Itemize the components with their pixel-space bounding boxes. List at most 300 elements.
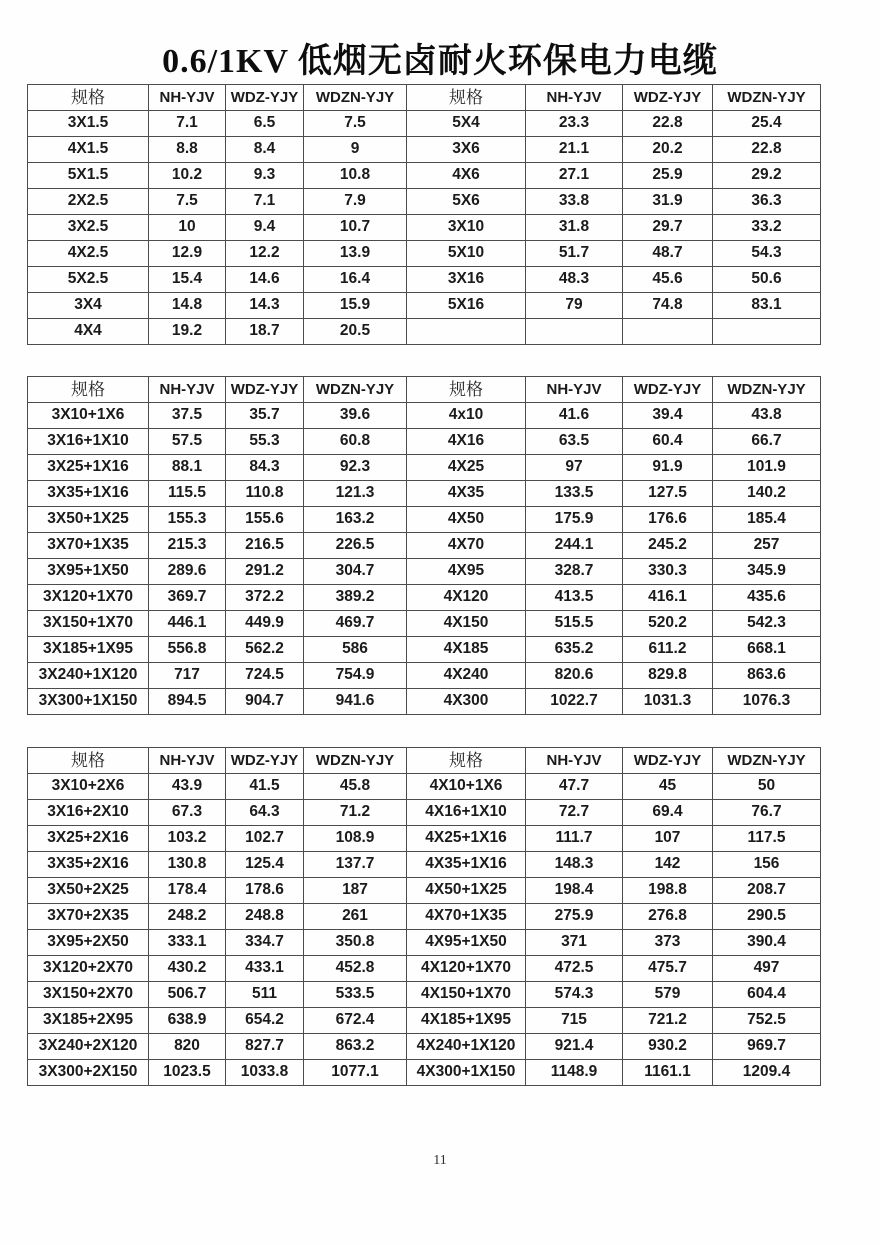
weight-value-cell: 1022.7 — [526, 689, 623, 715]
weight-value-cell: 668.1 — [713, 637, 821, 663]
spec-cell: 5X4 — [407, 111, 526, 137]
weight-value-cell: 533.5 — [304, 982, 407, 1008]
weight-value-cell: 27.1 — [526, 163, 623, 189]
weight-value-cell — [623, 319, 713, 345]
spec-table-3plus2-core — [27, 747, 821, 1086]
column-header: WDZ-YJY — [226, 748, 304, 774]
table-row — [28, 507, 821, 533]
weight-value-cell: 55.3 — [226, 429, 304, 455]
spec-cell: 4X300 — [407, 689, 526, 715]
spec-cell: 3X2.5 — [28, 215, 149, 241]
weight-value-cell: 155.6 — [226, 507, 304, 533]
weight-value-cell: 921.4 — [526, 1034, 623, 1060]
spec-cell: 4X25+1X16 — [407, 826, 526, 852]
weight-value-cell: 12.9 — [149, 241, 226, 267]
column-header: WDZN-YJY — [304, 377, 407, 403]
weight-value-cell: 863.6 — [713, 663, 821, 689]
weight-value-cell: 84.3 — [226, 455, 304, 481]
weight-value-cell: 511 — [226, 982, 304, 1008]
weight-value-cell: 328.7 — [526, 559, 623, 585]
weight-value-cell: 35.7 — [226, 403, 304, 429]
weight-value-cell: 92.3 — [304, 455, 407, 481]
weight-value-cell: 369.7 — [149, 585, 226, 611]
spec-cell: 3X10+2X6 — [28, 774, 149, 800]
weight-value-cell: 430.2 — [149, 956, 226, 982]
spec-cell: 3X95+1X50 — [28, 559, 149, 585]
weight-value-cell: 941.6 — [304, 689, 407, 715]
table-row — [28, 189, 821, 215]
weight-value-cell: 7.5 — [149, 189, 226, 215]
weight-value-cell: 54.3 — [713, 241, 821, 267]
spec-cell: 3X95+2X50 — [28, 930, 149, 956]
weight-value-cell: 245.2 — [623, 533, 713, 559]
weight-value-cell: 574.3 — [526, 982, 623, 1008]
weight-value-cell: 148.3 — [526, 852, 623, 878]
weight-value-cell: 25.9 — [623, 163, 713, 189]
weight-value-cell: 45.8 — [304, 774, 407, 800]
spec-cell: 3X16+1X10 — [28, 429, 149, 455]
weight-value-cell: 121.3 — [304, 481, 407, 507]
weight-value-cell: 36.3 — [713, 189, 821, 215]
header-row — [28, 377, 821, 403]
table-row — [28, 215, 821, 241]
column-header: 规格 — [28, 85, 149, 111]
page-title: 0.6/1KV 低烟无卤耐火环保电力电缆 — [162, 43, 718, 80]
spec-table-3plus1-core — [27, 376, 821, 715]
weight-value-cell: 1031.3 — [623, 689, 713, 715]
spec-cell: 3X10 — [407, 215, 526, 241]
weight-value-cell: 215.3 — [149, 533, 226, 559]
weight-value-cell: 1148.9 — [526, 1060, 623, 1086]
table-row — [28, 611, 821, 637]
weight-value-cell: 257 — [713, 533, 821, 559]
spec-cell: 4X16 — [407, 429, 526, 455]
weight-value-cell: 389.2 — [304, 585, 407, 611]
weight-value-cell: 433.1 — [226, 956, 304, 982]
weight-value-cell: 48.3 — [526, 267, 623, 293]
spec-cell: 3X70+1X35 — [28, 533, 149, 559]
weight-value-cell: 672.4 — [304, 1008, 407, 1034]
table-row — [28, 403, 821, 429]
weight-value-cell: 8.4 — [226, 137, 304, 163]
spec-cell: 4X185+1X95 — [407, 1008, 526, 1034]
weight-value-cell: 110.8 — [226, 481, 304, 507]
weight-value-cell: 345.9 — [713, 559, 821, 585]
spec-cell: 3X4 — [28, 293, 149, 319]
spec-cell: 4X50 — [407, 507, 526, 533]
table-row — [28, 878, 821, 904]
spec-cell: 3X300+1X150 — [28, 689, 149, 715]
weight-value-cell: 50.6 — [713, 267, 821, 293]
spec-cell: 4X240 — [407, 663, 526, 689]
spec-cell: 4X300+1X150 — [407, 1060, 526, 1086]
spec-cell: 4X120 — [407, 585, 526, 611]
weight-value-cell: 14.3 — [226, 293, 304, 319]
column-header: 规格 — [407, 748, 526, 774]
weight-value-cell: 29.7 — [623, 215, 713, 241]
weight-value-cell: 1076.3 — [713, 689, 821, 715]
weight-value-cell: 79 — [526, 293, 623, 319]
weight-value-cell: 1033.8 — [226, 1060, 304, 1086]
weight-value-cell: 67.3 — [149, 800, 226, 826]
weight-value-cell: 330.3 — [623, 559, 713, 585]
table-row — [28, 559, 821, 585]
weight-value-cell: 72.7 — [526, 800, 623, 826]
table-row — [28, 455, 821, 481]
table-row — [28, 637, 821, 663]
table-row — [28, 982, 821, 1008]
spec-cell: 3X150+1X70 — [28, 611, 149, 637]
spec-cell: 4X35 — [407, 481, 526, 507]
table-row — [28, 1034, 821, 1060]
weight-value-cell: 820 — [149, 1034, 226, 1060]
spec-cell: 4X185 — [407, 637, 526, 663]
weight-value-cell: 894.5 — [149, 689, 226, 715]
weight-value-cell: 137.7 — [304, 852, 407, 878]
weight-value-cell: 372.2 — [226, 585, 304, 611]
weight-value-cell: 74.8 — [623, 293, 713, 319]
weight-value-cell: 19.2 — [149, 319, 226, 345]
page-number: 11 — [433, 1153, 447, 1168]
weight-value-cell: 125.4 — [226, 852, 304, 878]
weight-value-cell: 226.5 — [304, 533, 407, 559]
spec-cell: 4X240+1X120 — [407, 1034, 526, 1060]
weight-value-cell: 721.2 — [623, 1008, 713, 1034]
weight-value-cell: 208.7 — [713, 878, 821, 904]
spec-cell: 4X50+1X25 — [407, 878, 526, 904]
weight-value-cell: 39.6 — [304, 403, 407, 429]
weight-value-cell: 472.5 — [526, 956, 623, 982]
weight-value-cell: 827.7 — [226, 1034, 304, 1060]
spec-cell: 4X10+1X6 — [407, 774, 526, 800]
column-header: WDZN-YJY — [713, 748, 821, 774]
weight-value-cell: 13.9 — [304, 241, 407, 267]
weight-value-cell: 717 — [149, 663, 226, 689]
weight-value-cell: 248.8 — [226, 904, 304, 930]
weight-value-cell: 18.7 — [226, 319, 304, 345]
weight-value-cell: 635.2 — [526, 637, 623, 663]
weight-value-cell: 198.4 — [526, 878, 623, 904]
weight-value-cell: 140.2 — [713, 481, 821, 507]
weight-value-cell: 829.8 — [623, 663, 713, 689]
spec-cell: 5X2.5 — [28, 267, 149, 293]
weight-value-cell: 469.7 — [304, 611, 407, 637]
weight-value-cell: 904.7 — [226, 689, 304, 715]
table-row — [28, 800, 821, 826]
weight-value-cell: 108.9 — [304, 826, 407, 852]
table-row — [28, 1008, 821, 1034]
spec-cell: 4X150+1X70 — [407, 982, 526, 1008]
weight-value-cell: 8.8 — [149, 137, 226, 163]
column-header: 规格 — [407, 377, 526, 403]
spec-cell: 3X300+2X150 — [28, 1060, 149, 1086]
table-row — [28, 533, 821, 559]
table-row — [28, 241, 821, 267]
spec-cell: 4X150 — [407, 611, 526, 637]
table-row — [28, 904, 821, 930]
spec-cell: 4X2.5 — [28, 241, 149, 267]
table-row — [28, 1060, 821, 1086]
column-header: WDZ-YJY — [226, 85, 304, 111]
weight-value-cell: 51.7 — [526, 241, 623, 267]
weight-value-cell: 1023.5 — [149, 1060, 226, 1086]
table-row — [28, 774, 821, 800]
spec-cell: 3X120+2X70 — [28, 956, 149, 982]
spec-cell: 3X185+2X95 — [28, 1008, 149, 1034]
weight-value-cell: 7.1 — [226, 189, 304, 215]
spec-cell: 3X120+1X70 — [28, 585, 149, 611]
weight-value-cell: 111.7 — [526, 826, 623, 852]
column-header: 规格 — [407, 85, 526, 111]
weight-value-cell: 31.9 — [623, 189, 713, 215]
weight-value-cell: 10 — [149, 215, 226, 241]
spec-cell: 4X95+1X50 — [407, 930, 526, 956]
column-header: NH-YJV — [149, 85, 226, 111]
spec-cell: 3X25+1X16 — [28, 455, 149, 481]
weight-value-cell: 130.8 — [149, 852, 226, 878]
weight-value-cell: 333.1 — [149, 930, 226, 956]
weight-value-cell: 506.7 — [149, 982, 226, 1008]
spec-cell: 4X120+1X70 — [407, 956, 526, 982]
weight-value-cell: 97 — [526, 455, 623, 481]
spec-cell: 4X95 — [407, 559, 526, 585]
column-header: WDZN-YJY — [304, 85, 407, 111]
weight-value-cell: 43.8 — [713, 403, 821, 429]
weight-value-cell: 16.4 — [304, 267, 407, 293]
column-header: NH-YJV — [149, 377, 226, 403]
spec-cell: 4x10 — [407, 403, 526, 429]
weight-value-cell: 101.9 — [713, 455, 821, 481]
weight-value-cell: 416.1 — [623, 585, 713, 611]
weight-value-cell: 604.4 — [713, 982, 821, 1008]
weight-value-cell: 23.3 — [526, 111, 623, 137]
weight-value-cell: 156 — [713, 852, 821, 878]
weight-value-cell: 175.9 — [526, 507, 623, 533]
weight-value-cell: 45 — [623, 774, 713, 800]
table-row — [28, 319, 821, 345]
column-header: WDZ-YJY — [226, 377, 304, 403]
weight-value-cell: 15.4 — [149, 267, 226, 293]
header-row — [28, 748, 821, 774]
weight-value-cell: 715 — [526, 1008, 623, 1034]
weight-value-cell: 64.3 — [226, 800, 304, 826]
spec-cell: 3X150+2X70 — [28, 982, 149, 1008]
weight-value-cell: 244.1 — [526, 533, 623, 559]
weight-value-cell: 579 — [623, 982, 713, 1008]
weight-value-cell: 449.9 — [226, 611, 304, 637]
spec-cell: 4X1.5 — [28, 137, 149, 163]
weight-value-cell: 520.2 — [623, 611, 713, 637]
column-header: WDZ-YJY — [623, 85, 713, 111]
table-row — [28, 663, 821, 689]
weight-value-cell: 15.9 — [304, 293, 407, 319]
weight-value-cell: 475.7 — [623, 956, 713, 982]
table-row — [28, 163, 821, 189]
weight-value-cell: 45.6 — [623, 267, 713, 293]
weight-value-cell: 176.6 — [623, 507, 713, 533]
spec-cell: 4X6 — [407, 163, 526, 189]
weight-value-cell: 9.4 — [226, 215, 304, 241]
weight-value-cell: 863.2 — [304, 1034, 407, 1060]
spec-cell: 3X35+1X16 — [28, 481, 149, 507]
weight-value-cell: 1077.1 — [304, 1060, 407, 1086]
weight-value-cell: 50 — [713, 774, 821, 800]
weight-value-cell: 10.7 — [304, 215, 407, 241]
table-row — [28, 585, 821, 611]
table-row — [28, 930, 821, 956]
spec-cell: 3X6 — [407, 137, 526, 163]
column-header: NH-YJV — [149, 748, 226, 774]
weight-value-cell: 60.8 — [304, 429, 407, 455]
weight-value-cell: 20.5 — [304, 319, 407, 345]
spec-cell: 4X35+1X16 — [407, 852, 526, 878]
weight-value-cell — [713, 319, 821, 345]
weight-value-cell: 117.5 — [713, 826, 821, 852]
spec-cell: 3X240+2X120 — [28, 1034, 149, 1060]
weight-value-cell: 452.8 — [304, 956, 407, 982]
weight-value-cell: 91.9 — [623, 455, 713, 481]
weight-value-cell: 216.5 — [226, 533, 304, 559]
weight-value-cell: 31.8 — [526, 215, 623, 241]
spec-cell: 3X1.5 — [28, 111, 149, 137]
weight-value-cell: 248.2 — [149, 904, 226, 930]
column-header: WDZN-YJY — [713, 377, 821, 403]
spec-cell: 5X6 — [407, 189, 526, 215]
spec-cell: 3X16+2X10 — [28, 800, 149, 826]
weight-value-cell: 290.5 — [713, 904, 821, 930]
spec-cell: 3X16 — [407, 267, 526, 293]
weight-value-cell: 556.8 — [149, 637, 226, 663]
table-row — [28, 689, 821, 715]
weight-value-cell: 178.4 — [149, 878, 226, 904]
weight-value-cell: 69.4 — [623, 800, 713, 826]
weight-value-cell: 1209.4 — [713, 1060, 821, 1086]
table-row — [28, 137, 821, 163]
weight-value-cell: 103.2 — [149, 826, 226, 852]
column-header: NH-YJV — [526, 85, 623, 111]
weight-value-cell: 371 — [526, 930, 623, 956]
weight-value-cell: 33.8 — [526, 189, 623, 215]
column-header: WDZN-YJY — [304, 748, 407, 774]
weight-value-cell: 350.8 — [304, 930, 407, 956]
weight-value-cell: 261 — [304, 904, 407, 930]
weight-value-cell: 76.7 — [713, 800, 821, 826]
weight-value-cell: 163.2 — [304, 507, 407, 533]
weight-value-cell: 107 — [623, 826, 713, 852]
weight-value-cell: 10.2 — [149, 163, 226, 189]
spec-cell: 4X70 — [407, 533, 526, 559]
table-row — [28, 481, 821, 507]
weight-value-cell: 752.5 — [713, 1008, 821, 1034]
weight-value-cell: 63.5 — [526, 429, 623, 455]
weight-value-cell: 9 — [304, 137, 407, 163]
weight-value-cell: 187 — [304, 878, 407, 904]
weight-value-cell: 7.1 — [149, 111, 226, 137]
spec-cell: 3X50+1X25 — [28, 507, 149, 533]
weight-value-cell: 334.7 — [226, 930, 304, 956]
weight-value-cell: 12.2 — [226, 241, 304, 267]
weight-value-cell: 88.1 — [149, 455, 226, 481]
weight-value-cell: 127.5 — [623, 481, 713, 507]
column-header: NH-YJV — [526, 748, 623, 774]
weight-value-cell: 198.8 — [623, 878, 713, 904]
spec-cell: 5X1.5 — [28, 163, 149, 189]
weight-value-cell: 47.7 — [526, 774, 623, 800]
weight-value-cell: 185.4 — [713, 507, 821, 533]
weight-value-cell: 39.4 — [623, 403, 713, 429]
weight-value-cell: 20.2 — [623, 137, 713, 163]
weight-value-cell: 586 — [304, 637, 407, 663]
spec-cell: 3X35+2X16 — [28, 852, 149, 878]
column-header: WDZ-YJY — [623, 377, 713, 403]
weight-value-cell: 754.9 — [304, 663, 407, 689]
weight-value-cell: 29.2 — [713, 163, 821, 189]
weight-value-cell: 178.6 — [226, 878, 304, 904]
weight-value-cell: 276.8 — [623, 904, 713, 930]
weight-value-cell: 611.2 — [623, 637, 713, 663]
weight-value-cell: 435.6 — [713, 585, 821, 611]
weight-value-cell: 7.9 — [304, 189, 407, 215]
header-row — [28, 85, 821, 111]
spec-cell: 3X240+1X120 — [28, 663, 149, 689]
weight-value-cell: 43.9 — [149, 774, 226, 800]
weight-value-cell: 542.3 — [713, 611, 821, 637]
spec-cell: 4X25 — [407, 455, 526, 481]
weight-value-cell: 37.5 — [149, 403, 226, 429]
weight-value-cell: 102.7 — [226, 826, 304, 852]
table-row — [28, 293, 821, 319]
weight-value-cell: 390.4 — [713, 930, 821, 956]
weight-value-cell: 115.5 — [149, 481, 226, 507]
spec-cell: 4X70+1X35 — [407, 904, 526, 930]
weight-value-cell: 275.9 — [526, 904, 623, 930]
weight-value-cell: 289.6 — [149, 559, 226, 585]
spec-cell: 3X185+1X95 — [28, 637, 149, 663]
table-row — [28, 826, 821, 852]
weight-value-cell: 820.6 — [526, 663, 623, 689]
column-header: WDZ-YJY — [623, 748, 713, 774]
column-header: NH-YJV — [526, 377, 623, 403]
table-row — [28, 852, 821, 878]
spec-cell — [407, 319, 526, 345]
weight-value-cell: 25.4 — [713, 111, 821, 137]
spec-cell: 4X16+1X10 — [407, 800, 526, 826]
spec-cell: 2X2.5 — [28, 189, 149, 215]
spec-cell: 5X16 — [407, 293, 526, 319]
weight-value-cell: 10.8 — [304, 163, 407, 189]
weight-value-cell: 41.6 — [526, 403, 623, 429]
weight-value-cell: 930.2 — [623, 1034, 713, 1060]
spec-cell: 3X50+2X25 — [28, 878, 149, 904]
column-header: WDZN-YJY — [713, 85, 821, 111]
weight-value-cell: 33.2 — [713, 215, 821, 241]
weight-value-cell: 413.5 — [526, 585, 623, 611]
weight-value-cell: 373 — [623, 930, 713, 956]
weight-value-cell: 48.7 — [623, 241, 713, 267]
weight-value-cell: 969.7 — [713, 1034, 821, 1060]
spec-cell: 4X4 — [28, 319, 149, 345]
spec-cell: 3X10+1X6 — [28, 403, 149, 429]
table-row — [28, 429, 821, 455]
weight-value-cell: 142 — [623, 852, 713, 878]
weight-value-cell: 562.2 — [226, 637, 304, 663]
weight-value-cell: 60.4 — [623, 429, 713, 455]
weight-value-cell: 638.9 — [149, 1008, 226, 1034]
weight-value-cell: 446.1 — [149, 611, 226, 637]
spec-table-small-sections — [27, 84, 821, 345]
table-row — [28, 267, 821, 293]
weight-value-cell: 155.3 — [149, 507, 226, 533]
